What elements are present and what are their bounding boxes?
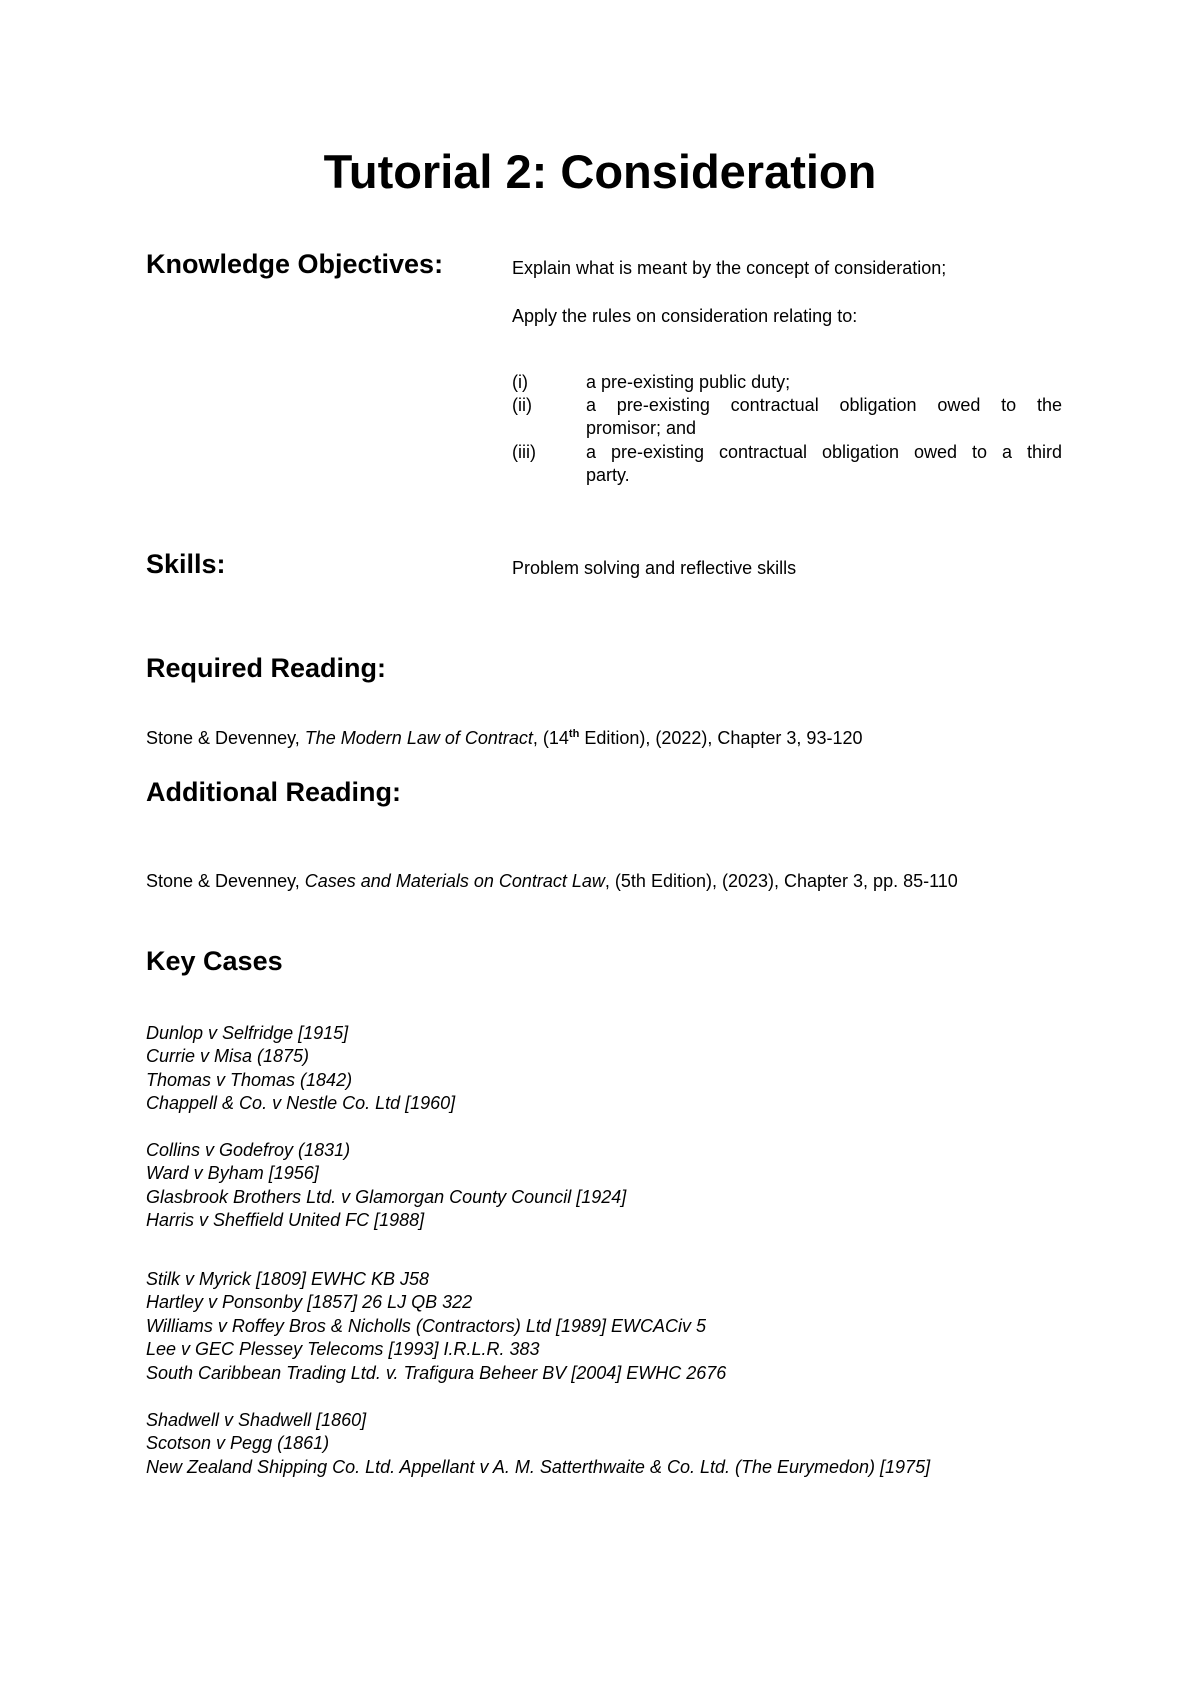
case-item: Collins v Godefroy (1831) (146, 1140, 351, 1160)
required-reading-text (146, 727, 1062, 750)
required-edition-pre: , (14 (532, 728, 569, 748)
skills-text: Problem solving and reflective skills (512, 558, 797, 578)
case-item: Glasbrook Brothers Ltd. v Glamorgan County Council [1924] (146, 1186, 627, 1207)
key-cases-heading: Key Cases (146, 946, 283, 976)
case-group-3 (146, 1268, 726, 1385)
case-item: Lee v GEC Plessey Telecoms [1993] I.R.L.R. 383 (146, 1339, 540, 1360)
case-item: Williams v Roffey Bros & Nicholls (Contractors) Ltd [1989] EWCACiv 5 (146, 1315, 706, 1336)
list-item-text-continued: promisor; and (586, 418, 697, 438)
additional-reading-heading: Additional Reading: (146, 777, 401, 807)
case-item: Harris v Sheffield United FC [1988] (146, 1210, 425, 1231)
required-reading-heading: Required Reading: (146, 653, 387, 683)
case-item: New Zealand Shipping Co. Ltd. Appellant v A. M. Satterthwaite & Co. Ltd. (The Eurymedon) [1975] (146, 1456, 931, 1477)
list-item-text-continued: party. (586, 465, 630, 485)
case-group-2 (146, 1139, 626, 1233)
list-item-text: a pre-existing contractual obligation owed to a third (586, 442, 1062, 462)
case-item: Shadwell v Shadwell [1860] (146, 1410, 367, 1430)
additional-book-title: Cases and Materials on Contract Law (304, 871, 605, 891)
list-item-number: (i) (512, 372, 528, 392)
required-book-title: The Modern Law of Contract (304, 728, 533, 748)
objective-1: Explain what is meant by the concept of consideration; (512, 258, 947, 278)
case-item: Hartley v Ponsonby [1857] 26 LJ QB 322 (146, 1292, 473, 1313)
case-item: Thomas v Thomas (1842) (146, 1069, 353, 1090)
case-item: Currie v Misa (1875) (146, 1046, 310, 1067)
list-item-text: a pre-existing public duty; (586, 372, 791, 392)
case-item: South Caribbean Trading Ltd. v. Trafigura Beheer BV [2004] EWHC 2676 (146, 1362, 727, 1383)
required-reading-suffix: Edition), (2022), Chapter 3, 93-120 (579, 728, 863, 748)
skills-heading: Skills: (146, 549, 226, 579)
additional-reading-prefix: Stone & Devenney, (146, 871, 305, 891)
page-title: Tutorial 2: Consideration (323, 145, 877, 198)
case-item: Dunlop v Selfridge [1915] (146, 1023, 349, 1043)
case-item: Stilk v Myrick [1809] EWHC KB J58 (146, 1269, 430, 1289)
additional-reading-text (146, 870, 1062, 893)
case-item: Ward v Byham [1956] (146, 1163, 319, 1184)
required-edition-sup: th (568, 728, 580, 740)
case-group-4 (146, 1409, 930, 1479)
knowledge-objectives-heading: Knowledge Objectives: (146, 249, 444, 279)
case-item: Scotson v Pegg (1861) (146, 1433, 330, 1454)
case-item: Chappell & Co. v Nestle Co. Ltd [1960] (146, 1093, 456, 1114)
list-item-text: a pre-existing contractual obligation owed to the (586, 395, 1062, 415)
additional-reading-suffix: , (5th Edition), (2023), Chapter 3, pp. 85-110 (604, 871, 958, 891)
required-reading-prefix: Stone & Devenney, (146, 728, 305, 748)
list-item-number: (ii) (512, 395, 532, 415)
list-item-number: (iii) (512, 442, 536, 462)
case-group-1 (146, 1022, 455, 1116)
objective-2: Apply the rules on consideration relating to: (512, 306, 858, 326)
